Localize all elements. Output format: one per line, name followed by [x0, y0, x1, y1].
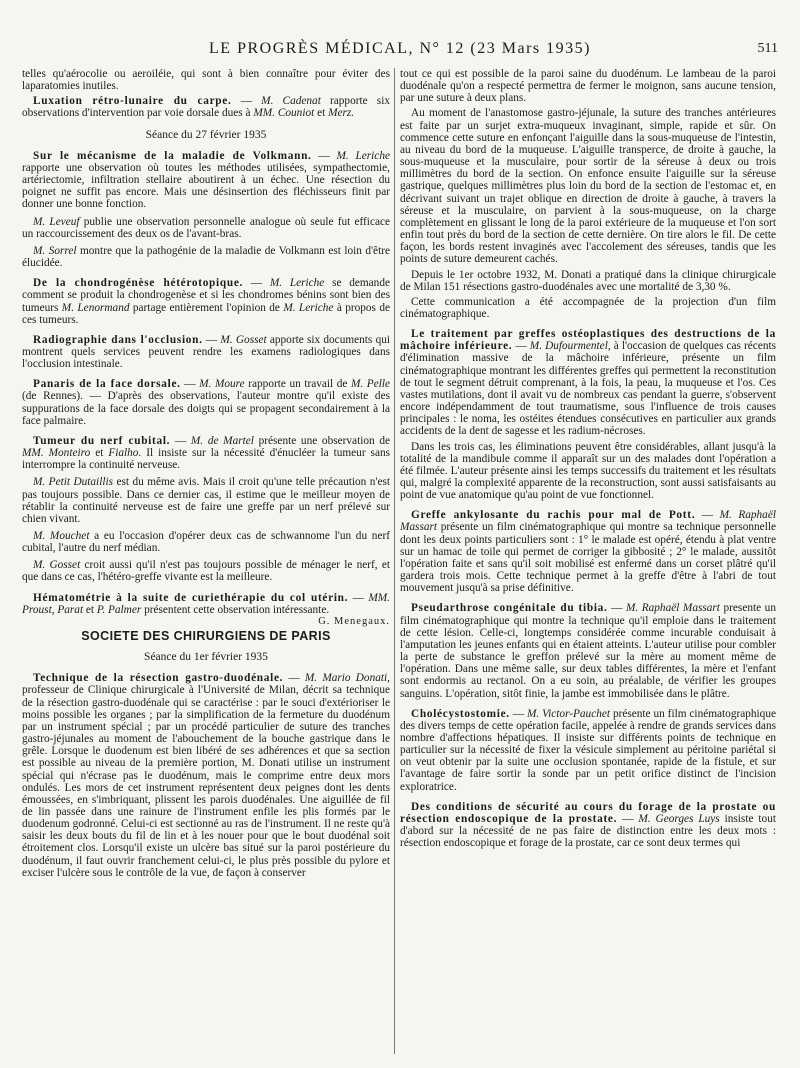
- article-greffes-machoire: Le traitement par greffes ostéoplastiques des destructions de la mâchoire inférieure. — M. Dufourmentel, à l'occasion de quelques cas récents d'élimination massive de la mâchoire inférieure, présente un film cinématographique montrant les différentes greffes qui permettent la reconstitution de tout le segment détruit comprenant, à la fois, la peau, la muqueuse et l'os. Ces vastes mutilations, dont il avait vu de nombreux cas pendant la guerre, s'observent encore indépendamment de tout traumatisme, sous l'influence de trois causes principales : le noma, les ostéites étendues consécutives en particulier aux grands accidents de la dent de sagesse et les radium-nécroses.: [400, 328, 776, 438]
- author-name: M. Gosset: [33, 559, 81, 572]
- article-title: Luxation rétro-lunaire du carpe.: [33, 95, 232, 108]
- article-title: De la chondrogénèse hétérotopique.: [33, 277, 244, 290]
- article-title: Des conditions de sécurité au cours du forage de la prostate ou résection endoscopique de la prostate.: [400, 800, 776, 825]
- author-name: M. Leriche: [269, 277, 325, 290]
- author-name: M. Raphaël Massart: [625, 602, 720, 615]
- article-nerf-cubital: Tumeur du nerf cubital. — M. de Martel présente une observation de MM. Monteiro et Fialho. Il insiste sur la nécessité d'énucléer la tumeur sans interrompre la continuité nerveuse.: [22, 434, 390, 472]
- article-title: Panaris de la face dorsale.: [33, 378, 181, 391]
- article-paragraph: M. Mouchet a eu l'occasion d'opérer deux cas de schwannome l'un du nerf cubital, l'autre du nerf médian.: [22, 530, 390, 555]
- article-title: Sur le mécanisme de la maladie de Volkmann.: [33, 149, 312, 162]
- right-column: [400, 68, 776, 1058]
- author-name: M. Sorrel: [33, 244, 77, 257]
- article-title: Tumeur du nerf cubital.: [33, 434, 171, 447]
- article-paragraph: M. Leveuf publie une observation personnelle analogue où seule fut efficace un raccourcissement des deux os de l'avant-bras.: [22, 215, 390, 240]
- page-header: [0, 0, 800, 66]
- author-name: Merz.: [328, 107, 355, 120]
- author-name: M. Dufourmentel,: [529, 340, 611, 353]
- author-name: M. de Martel: [190, 434, 254, 447]
- article-paragraph: M. Gosset croit aussi qu'il n'est pas toujours possible de ménager le nerf, et que dans ce cas, l'hétéro-greffe vivante est la meilleure.: [22, 559, 390, 584]
- article-title: Greffe ankylosante du rachis pour mal de Pott.: [411, 509, 696, 522]
- author-name: M. Petit Dutaillis: [33, 476, 114, 489]
- article-panaris: Panaris de la face dorsale. — M. Moure rapporte un travail de M. Pelle (de Rennes). — D'après des observations, l'auteur montre qu'il existe des suppurations de la face dorsale des doigts qui se propagent secondairement à la face palmaire.: [22, 378, 390, 427]
- article-title: Pseudarthrose congénitale du tibia.: [411, 602, 608, 615]
- author-name: M. Lenormand: [61, 301, 130, 314]
- author-name: M. Cadenat: [261, 95, 321, 108]
- article-paragraph: M. Petit Dutaillis est du même avis. Mais il croit qu'une telle précaution n'est pas toujours possible. Dans ce dernier cas, il estime que le meilleur moyen de rétablir la continuité nerveuse est de faire une greffe par un nerf prélevé sur chien vivant.: [22, 476, 390, 525]
- article-chondrogenese: De la chondrogénèse hétérotopique. — M. Leriche se demande comment se produit la chondrogenèse et si les chondromes bénins sont bien des tumeurs M. Lenormand partage entièrement l'opinion de M. Leriche à propos de ces tumeurs.: [22, 277, 390, 326]
- author-name: M. Gosset: [220, 333, 267, 346]
- article-title: Technique de la résection gastro-duodénale.: [33, 672, 284, 685]
- article-cholecystostomie: Cholécystostomie. — M. Victor-Pauchet présente un film cinématographique des divers temps de cette opération facile, appelée à rendre de grands services dans nombre d'affections hépatiques. Il insiste sur différents points de technique en particulier sur la nécessité de fixer la vésicule simplement au péritoine pariétal si on veut obtenir par la suite une occlusion spontanée, rapide de la fistule, et sur l'avantage de faire sortir la sonde par un petit orifice distinct de l'incision exploratrice.: [400, 707, 776, 793]
- article-title: Hématométrie à la suite de curiethérapie du col utérin.: [33, 591, 349, 604]
- article-luxation: Luxation rétro-lunaire du carpe. — M. Cadenat rapporte six observations d'intervention par voie dorsale dues à MM. Couniot et Merz.: [22, 95, 390, 120]
- article-paragraph: Dans les trois cas, les éliminations peuvent être considérables, allant jusqu'à la totalité de la mandibule comme il apparaît sur un des malades dont l'opération a été filmée. L'auteur présente ainsi les temps successifs du traitement et les résultats qui, malgré la complexité apparente de la reconstruction, sont aussi satisfaisants au point de vue anatomique qu'au point de vue fonctionnel.: [400, 440, 776, 502]
- article-title: Le traitement par greffes ostéoplastiques des destructions de la mâchoire inférieure.: [400, 328, 776, 353]
- signature: G. Menegaux.: [318, 615, 390, 627]
- article-radiographie: Radiographie dans l'occlusion. — M. Gosset apporte six documents qui montrent quels services peuvent rendre les examens radiologiques dans l'occlusion intestinale.: [22, 333, 390, 371]
- article-pseudarthrose: Pseudarthrose congénitale du tibia. — M. Raphaël Massart presente un film cinématographique qui montre la technique qu'il emploie dans le traitement de cette lésion. Celle-ci, longtemps considérée comme incurable conduisait à l'amputation les jeunes enfants qui en étaient atteints. L'auteur utilise pour combler la perte de substance le greffon prélevé sur la mère au moment même de l'opération. Dans une même salle, sur deux tables différentes, la mère et l'enfant sont endormis au rectanol. On a eu soin, au préalable, de vérifier les groupes sanguins. L'opération, sitôt finie, la jambe est immobilisée dans le plâtre.: [400, 602, 776, 700]
- session-date: Séance du 1er février 1935: [144, 651, 268, 664]
- article-greffe-rachis: Greffe ankylosante du rachis pour mal de Pott. — M. Raphaël Massart présente un film cinématographique qui montre sa technique personnelle dont les deux points particuliers sont : 1° le malade est opéré, étendu à plat ventre sur un hamac de toile qui permet de corriger la gibbosité ; 2° le malade, aussitôt l'opération faite et sans qu'il soit mobilisé est enfermé dans un corset plâtré qu'il gardera trois mois. Cette technique permet à la greffe d'être à l'abri de tout mouvement jusqu'à sa prise définitive.: [400, 509, 776, 595]
- article-resection: Technique de la résection gastro-duodénale. — M. Mario Donati, professeur de Clinique chirurgicale à l'Université de Milan, décrit sa technique de la résection gastro-duodénale qui se caractérise : par le souci d'extérioriser le moins possible les organes ; par la simplification de la fermeture du duodénum par un instrument spécial ; par un procédé particulier de suture des tranches gastro-jéjunales au moment de l'abouchement de la bouche gastrique dans le grêle. Lorsque le duodenum est bien libéré de ses adhérences et que sa section est possible au niveau de la première portion, M. Donati utilise un instrument spécial qui n'écrase pas le duodénum, mais le comprime entre deux mors ondulés. Les mors de cet instrument représentent deux peignes dont les dents émoussées, en s'imbriquant, plissent les parois duodénales. Une aiguillée de fil de lin passée dans une rainure de l'instrument enfile les plis formés par le duodenum godronné. Celui-ci est sectionné au ras de l'instrument. Il ne reste qu'à saisir les deux bouts du fil de lin et à les nouer pour que le bout duodénal soit étroitement clos. Lorsqu'il existe un ulcère bas situé sur la paroi postérieure du duodénum, il faut ouvrir franchement celui-ci, le plus près possible du pylore et exciser l'ulcère sous le contrôle de la vue, de façon à conserver: [22, 672, 390, 879]
- page-number: 511: [757, 41, 778, 56]
- author-name: M. Mario Donati,: [304, 672, 390, 685]
- continued-paragraph: telles qu'aérocolie ou aeroiléie, qui sont à bien connaître pour éviter des laparatomies inutiles.: [22, 68, 390, 93]
- session-date: Séance du 27 février 1935: [145, 128, 267, 141]
- article-paragraph: Au moment de l'anastomose gastro-jéjunale, la suture des tranches antérieures est faite par un surjet extra-muqueux invaginant, simple, rapide et sûr. On commence cette suture en enfonçant l'aiguille dans la sous-muqueuse de l'intestin, au niveau du bord de la muqueuse. L'aiguille transperce, de droite à gauche, la sous-muqueuse et la musculaire, pour sortir de la séreuse à deux ou trois millimètres du bord de la section. On enfonce ensuite l'aiguille sur la séreuse gastrique, quelques millimètres plus loin du bord de la section de l'estomac et, en décrivant suivant un trajet oblique en direction de droite à gauche, à travers la séreuse et la musculaire, on parvient à la sous-muqueuse, on la charge complètement en glissant le long de la paroi extérieure de la muqueuse et l'on sort enfin tout près du bord de la section de cette dernière. On tire alors le fil. De cette façon, les bords restent invaginés avec l'accolement des séreuses, tandis que les points de suture demeurent cachés.: [400, 107, 776, 266]
- article-hematometrie: Hématométrie à la suite de curiethérapie du col utérin. — MM. Proust, Parat et P. Palmer présentent cette observation intéressante. G. Menegaux.: [22, 591, 390, 627]
- journal-title: LE PROGRÈS MÉDICAL, N° 12 (23 Mars 1935): [209, 40, 591, 57]
- article-paragraph: Cette communication a été accompagnée de la projection d'un film cinématographique.: [400, 295, 776, 320]
- author-name: M. Victor-Pauchet: [526, 707, 611, 720]
- author-name: M. Leriche: [336, 149, 390, 162]
- author-name: M. Raphaël Massart: [400, 509, 776, 534]
- continued-paragraph: tout ce qui est possible de la paroi saine du duodénum. Le lambeau de la paroi duodénale qu'on a respecté permettra de fermer le moignon, sans aucune tension, par une suture à deux plans.: [400, 68, 776, 105]
- author-name: MM. Monteiro: [22, 447, 91, 460]
- author-name: M. Pelle: [351, 378, 390, 391]
- author-name: MM. Proust, Parat: [22, 591, 390, 616]
- author-name: P. Palmer: [96, 603, 142, 616]
- author-name: M. Moure: [199, 378, 245, 391]
- article-title: Radiographie dans l'occlusion.: [33, 333, 203, 346]
- column-divider: [394, 68, 395, 1054]
- author-name: MM. Couniot: [253, 107, 315, 120]
- author-name: M. Georges Luys: [638, 812, 720, 825]
- article-title: Cholécystostomie.: [411, 707, 510, 720]
- society-heading: SOCIETE DES CHIRURGIENS DE PARIS: [81, 628, 331, 643]
- article-volkmann: Sur le mécanisme de la maladie de Volkmann. — M. Leriche rapporte une observation où toutes les méthodes utilisées, sympathectomie, artériectomie, infiltration stellaire aboutirent à un échec. Une résection du poignet ne suffit pas encore. Mais une désinsertion des fléchisseurs finit par donner une bonne fonction.: [22, 149, 390, 211]
- author-name: Fialho.: [108, 447, 142, 460]
- author-name: M. Mouchet: [33, 530, 90, 542]
- left-column: [22, 68, 390, 1058]
- article-paragraph: Depuis le 1er octobre 1932, M. Donati a pratiqué dans la clinique chirurgicale de Milan 151 résections gastro-duodénales avec une mortalité de 3,30 %.: [400, 268, 776, 293]
- article-paragraph: M. Sorrel montre que la pathogénie de la maladie de Volkmann est loin d'être élucidée.: [22, 244, 390, 270]
- author-name: M. Leriche: [283, 301, 334, 314]
- author-name: M. Leveuf: [33, 215, 80, 228]
- article-prostate: Des conditions de sécurité au cours du forage de la prostate ou résection endoscopique de la prostate. — M. Georges Luys insiste tout d'abord sur la nécessité de ne pas faire de distinction entre les deux mots : résection endoscopique et forage de la prostate, car ce sont deux termes qui: [400, 800, 776, 850]
